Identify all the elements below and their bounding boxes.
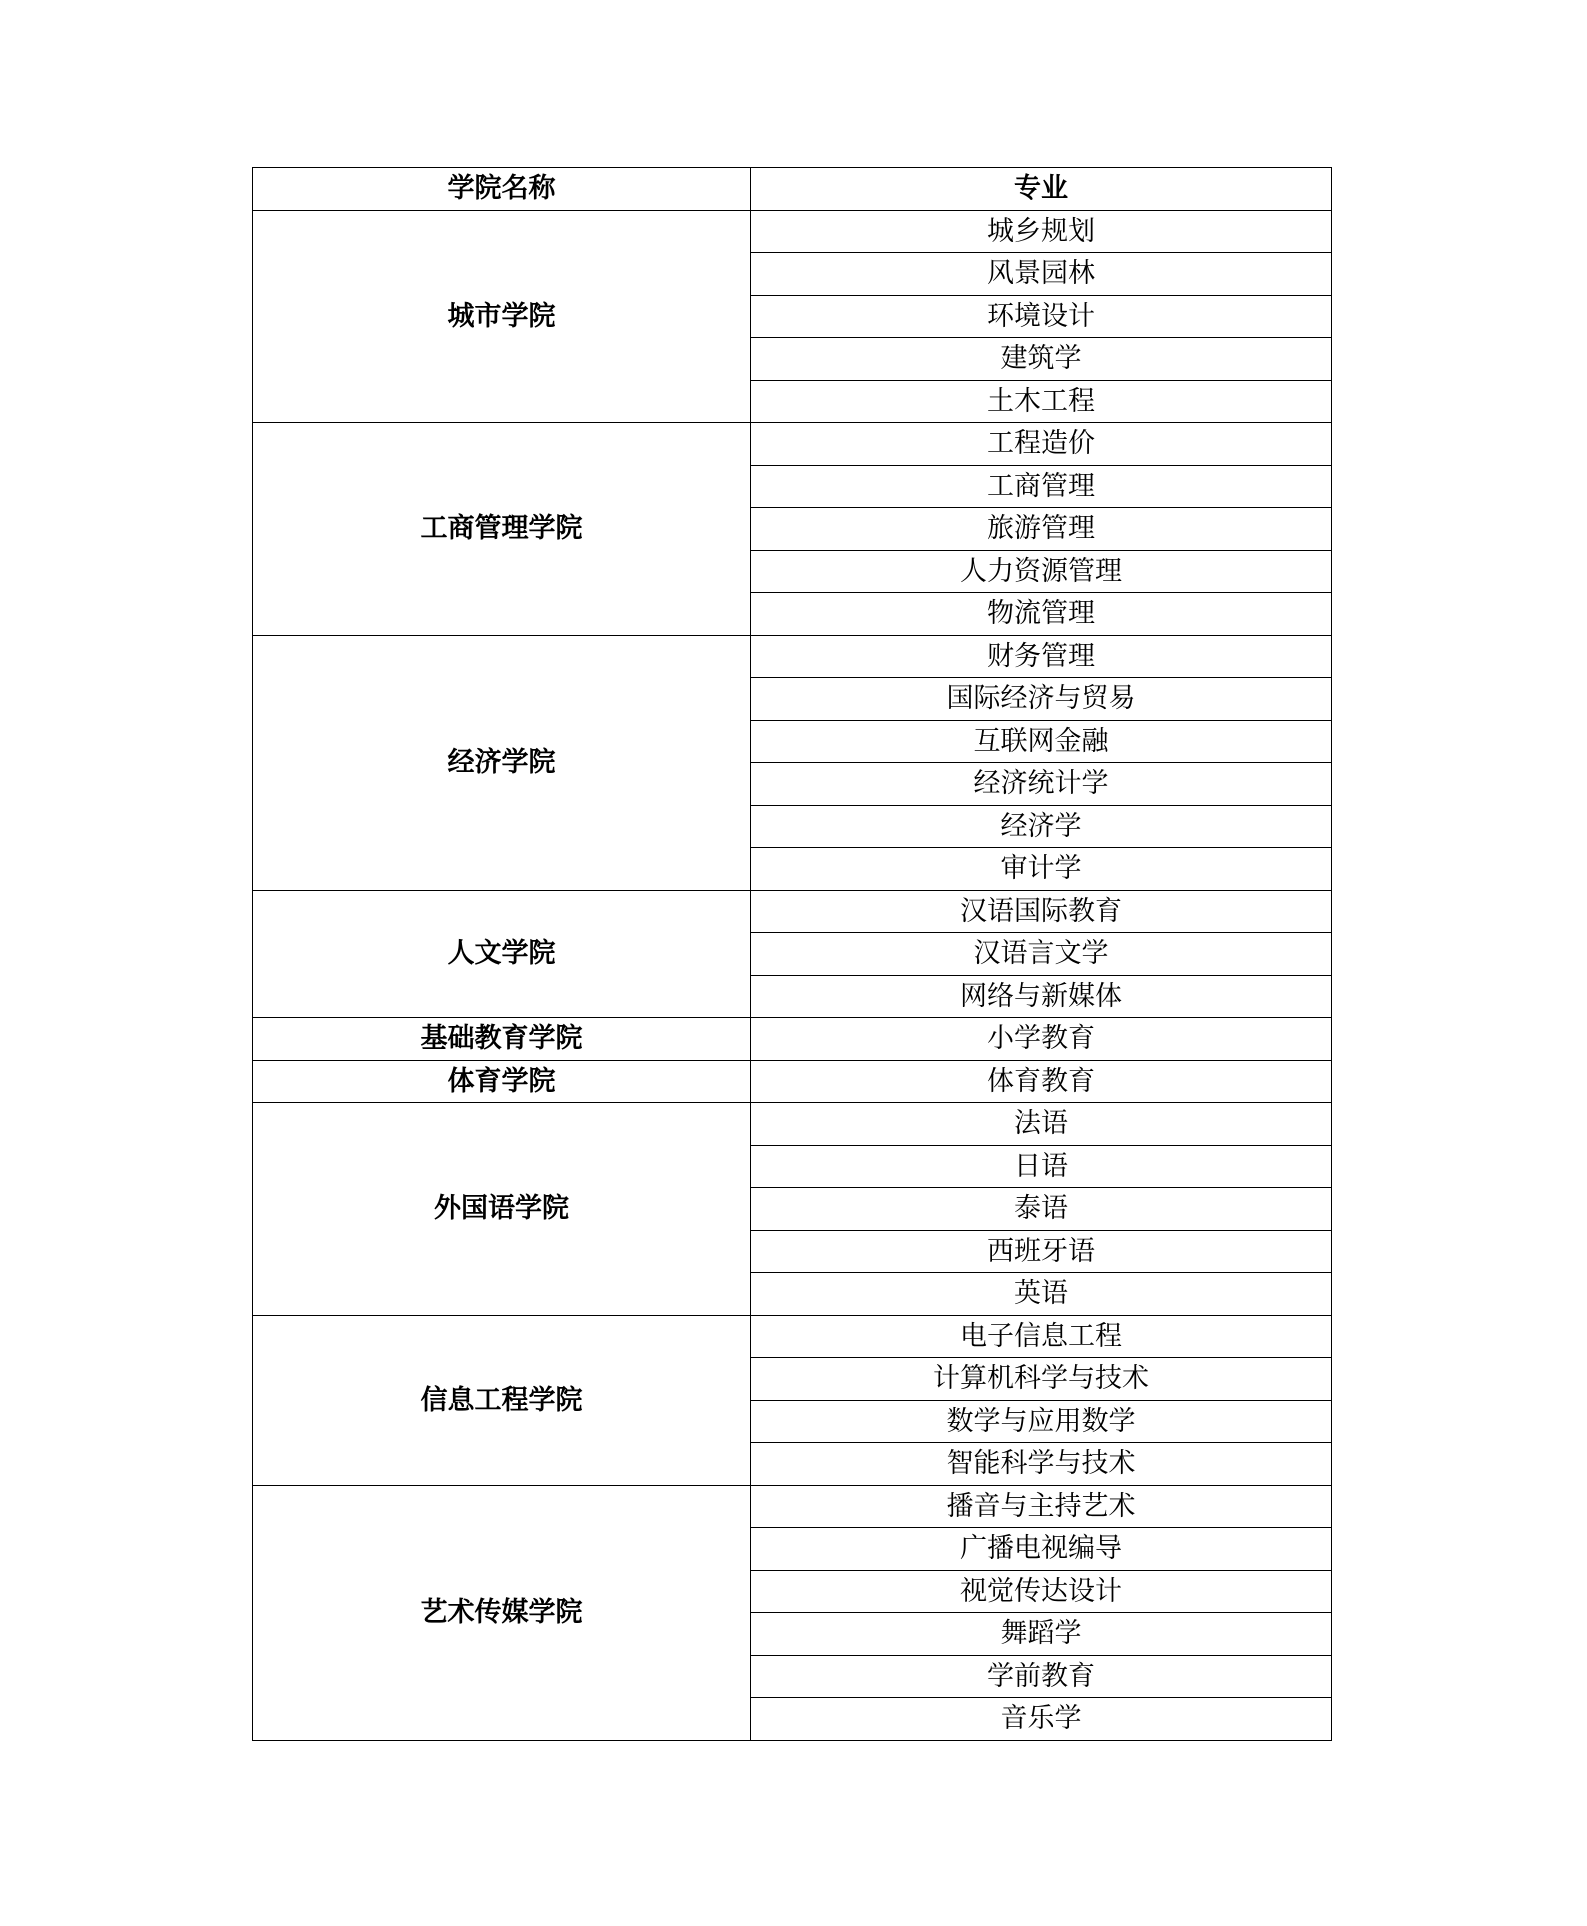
major-cell: 法语 (751, 1103, 1332, 1146)
major-cell: 广播电视编导 (751, 1528, 1332, 1571)
major-cell: 智能科学与技术 (751, 1443, 1332, 1486)
header-major: 专业 (751, 168, 1332, 211)
college-name-cell: 人文学院 (253, 890, 751, 1018)
header-row (253, 168, 1332, 211)
table-row (253, 890, 1332, 933)
college-name-cell: 基础教育学院 (253, 1018, 751, 1061)
major-cell: 环境设计 (751, 295, 1332, 338)
table-row (253, 1103, 1332, 1146)
major-cell: 经济统计学 (751, 763, 1332, 806)
major-cell: 审计学 (751, 848, 1332, 891)
table-row (253, 1485, 1332, 1528)
college-name-cell: 外国语学院 (253, 1103, 751, 1316)
table-row (253, 1060, 1332, 1103)
major-cell: 国际经济与贸易 (751, 678, 1332, 721)
major-cell: 播音与主持艺术 (751, 1485, 1332, 1528)
major-cell: 小学教育 (751, 1018, 1332, 1061)
table-row (253, 423, 1332, 466)
major-cell: 电子信息工程 (751, 1315, 1332, 1358)
major-cell: 计算机科学与技术 (751, 1358, 1332, 1401)
table-row (253, 635, 1332, 678)
college-majors-table (252, 167, 1332, 1741)
major-cell: 日语 (751, 1145, 1332, 1188)
major-cell: 物流管理 (751, 593, 1332, 636)
college-name-cell: 工商管理学院 (253, 423, 751, 636)
major-cell: 学前教育 (751, 1655, 1332, 1698)
table-body (253, 168, 1332, 1741)
major-cell: 土木工程 (751, 380, 1332, 423)
table-row (253, 210, 1332, 253)
major-cell: 体育教育 (751, 1060, 1332, 1103)
major-cell: 工商管理 (751, 465, 1332, 508)
major-cell: 风景园林 (751, 253, 1332, 296)
college-name-cell: 体育学院 (253, 1060, 751, 1103)
major-cell: 音乐学 (751, 1698, 1332, 1741)
major-cell: 舞蹈学 (751, 1613, 1332, 1656)
major-cell: 经济学 (751, 805, 1332, 848)
major-cell: 泰语 (751, 1188, 1332, 1231)
major-cell: 西班牙语 (751, 1230, 1332, 1273)
major-cell: 数学与应用数学 (751, 1400, 1332, 1443)
major-cell: 建筑学 (751, 338, 1332, 381)
college-name-cell: 信息工程学院 (253, 1315, 751, 1485)
college-name-cell: 经济学院 (253, 635, 751, 890)
major-cell: 城乡规划 (751, 210, 1332, 253)
major-cell: 人力资源管理 (751, 550, 1332, 593)
major-cell: 互联网金融 (751, 720, 1332, 763)
major-cell: 工程造价 (751, 423, 1332, 466)
major-cell: 网络与新媒体 (751, 975, 1332, 1018)
major-cell: 英语 (751, 1273, 1332, 1316)
college-name-cell: 城市学院 (253, 210, 751, 423)
header-college-name: 学院名称 (253, 168, 751, 211)
table-row (253, 1315, 1332, 1358)
college-name-cell: 艺术传媒学院 (253, 1485, 751, 1740)
major-cell: 财务管理 (751, 635, 1332, 678)
major-cell: 汉语国际教育 (751, 890, 1332, 933)
table-row (253, 1018, 1332, 1061)
major-cell: 视觉传达设计 (751, 1570, 1332, 1613)
major-cell: 旅游管理 (751, 508, 1332, 551)
major-cell: 汉语言文学 (751, 933, 1332, 976)
